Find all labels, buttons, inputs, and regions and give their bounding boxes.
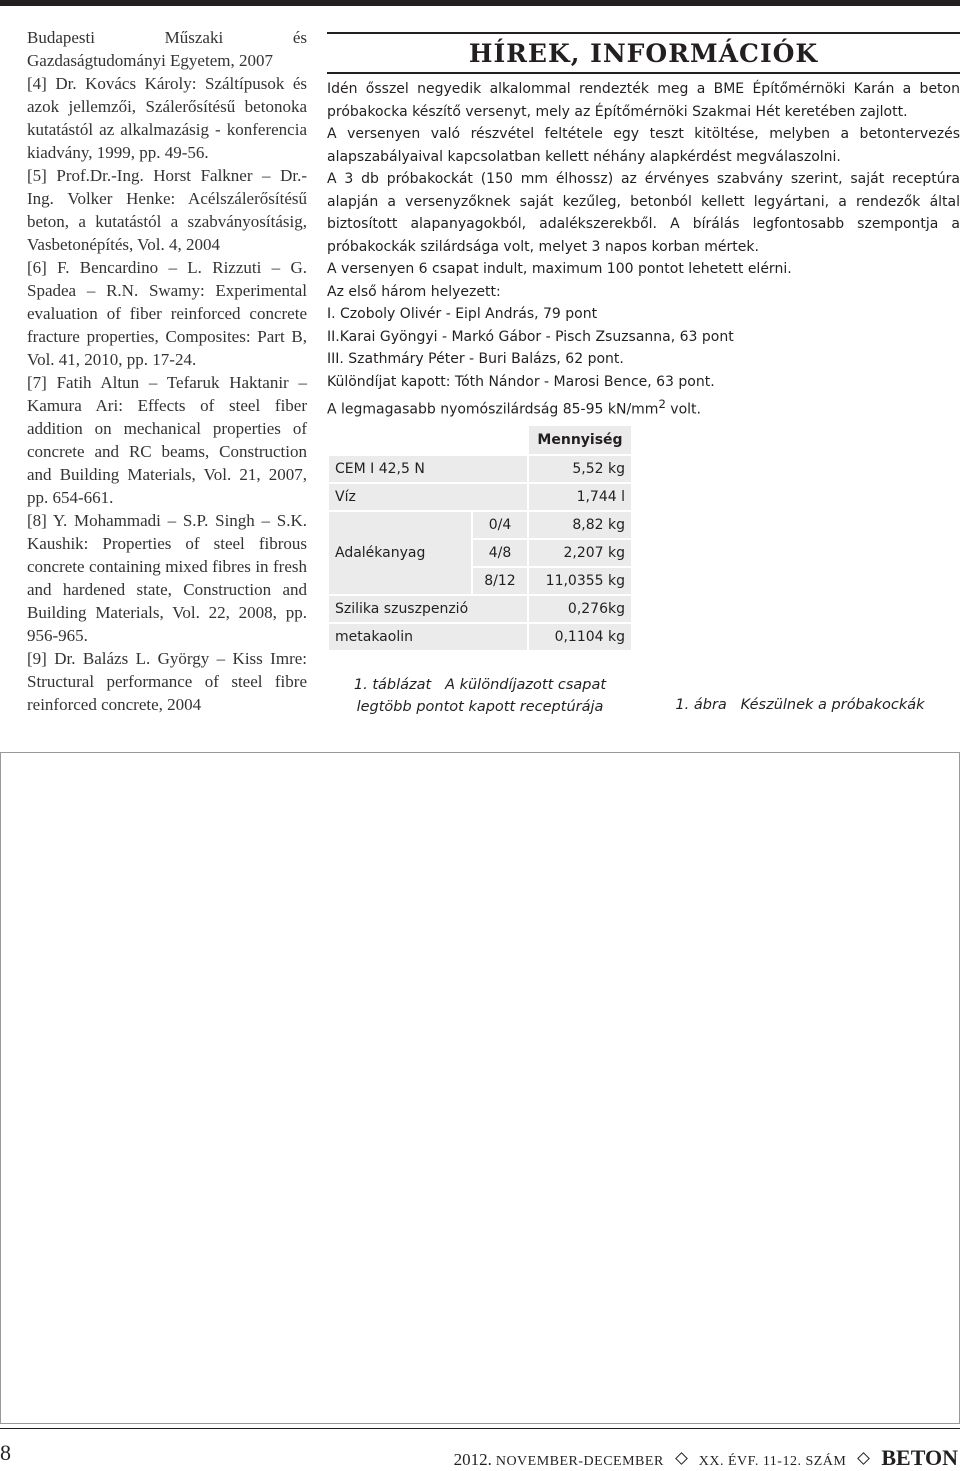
table-cell: 0/4 — [473, 512, 527, 538]
table-cell: 0,276kg — [529, 596, 631, 622]
table-cell: Víz — [329, 484, 527, 510]
reference-item: [8] Y. Mohammadi – S.P. Singh – S.K. Kaushik: Properties of steel fibrous concrete containing mixed fibres in fresh and hardened state, Construction and Building Materials, Vol. 22, 2008, pp. 956-965. — [27, 511, 307, 645]
top-bar — [0, 0, 960, 6]
reference-item: [6] F. Bencardino – L. Rizzuti – G. Spadea – R.N. Swamy: Experimental evaluation of fiber reinforced concrete fracture properties, Composites: Part B, Vol. 41, 2010, pp. 17-24. — [27, 258, 307, 369]
table-row — [329, 512, 631, 538]
article-paragraph: Az első három helyezett: — [327, 283, 501, 300]
article-paragraph: A versenyen való részvétel feltétele egy teszt kitöltése, melyben a betontervezés alapszabályaival kapcsolatban kellett néhány alapkérdést megválaszolni. — [327, 126, 960, 165]
result-third: III. Szathmáry Péter - Buri Balázs, 62 pont. — [327, 351, 624, 367]
max-strength: A legmagasabb nyomószilárdság 85-95 $kN/mm^2$ volt. — [327, 397, 701, 418]
figure-image-placeholder — [0, 752, 960, 1424]
section-title: HÍREK, INFORMÁCIÓK — [468, 39, 819, 68]
diamond-icon — [858, 1452, 871, 1465]
special-prize: Különdíjat kapott: Tóth Nándor - Marosi Bence, 63 pont. — [327, 373, 715, 390]
table-cell: Szilika szuszpenzió — [329, 596, 527, 622]
table-cell: 11,0355 kg — [529, 568, 631, 594]
column-header: Mennyiség — [529, 426, 631, 454]
table-cell: 2,207 kg — [529, 540, 631, 566]
footer-volume: XX. ÉVF. 11-12. SZÁM — [698, 1454, 847, 1469]
running-footer — [454, 1445, 958, 1471]
table-cell: Adalékanyag — [329, 512, 471, 594]
table-cell: 5,52 kg — [529, 456, 631, 482]
reference-item: Budapesti Műszaki és Gazdaságtudományi Egyetem, 2007 — [27, 28, 307, 70]
table-cell: 1,744 l — [529, 484, 631, 510]
article-paragraph: Idén ősszel negyedik alkalommal rendezték meg a BME Építőmérnöki Karán a beton próbakocka készítő versenyt, mely az Építőmérnöki Szakmai Hét keretében zajlott. — [327, 81, 960, 120]
recipe-table — [327, 424, 633, 652]
news-article — [327, 78, 960, 421]
footer-year: 2012. — [453, 1450, 492, 1469]
article-paragraph: A 3 db próbakockát (150 mm élhossz) az érvényes szabvány szerint, saját receptúra alapján a versenyzőknek saját kezűleg, betonból kellett legyártani, a rendezők által biztosított alapanyagokból, adalékszerekből. A bírálás legfontosabb szempontja a próbakockák szilárdsága volt, melyet 3 napos korban mértek. — [327, 171, 960, 255]
table-cell: 0,1104 kg — [529, 624, 631, 650]
table-cell: CEM I 42,5 N — [329, 456, 527, 482]
table-row — [329, 596, 631, 622]
footer-brand: BETON — [881, 1445, 958, 1470]
table-cell: 8,82 kg — [529, 512, 631, 538]
result-first: I. Czoboly Olivér - Eipl András, 79 pont — [327, 306, 598, 322]
table-cell: 4/8 — [473, 540, 527, 566]
footer-issue: NOVEMBER-DECEMBER — [495, 1454, 664, 1469]
reference-list — [27, 26, 307, 716]
footer-rule — [0, 1428, 960, 1429]
reference-item: [9] Dr. Balázs L. György – Kiss Imre: Structural performance of steel fibre reinforced concrete, 2004 — [27, 649, 307, 714]
reference-item: [4] Dr. Kovács Károly: Száltípusok és azok jellemzői, Szálerősítésű betonoka kutatástól az alkalmazásig - konferencia kiadvány, 1999, pp. 49-56. — [27, 74, 307, 162]
reference-item: [7] Fatih Altun – Tefaruk Haktanir – Kamura Ari: Effects of steel fiber addition on mechanical properties of concrete and RC beams, Construction and Building Materials, Vol. 21, 2007, pp. 654-661. — [27, 373, 307, 507]
header-rule — [327, 32, 960, 34]
reference-item: [5] Prof.Dr.-Ing. Horst Falkner – Dr.-Ing. Volker Henke: Acélszálerősítésű beton, a kutatástól a szabványosításig, Vasbetonépítés, Vol. 4, 2004 — [27, 166, 307, 254]
article-paragraph: A versenyen 6 csapat indult, maximum 100 pontot lehetett elérni. — [327, 261, 792, 277]
diamond-icon — [675, 1452, 688, 1465]
figure-caption: 1. ábra Készülnek a próbakockák — [675, 697, 925, 713]
section-header — [327, 32, 960, 74]
table-row — [329, 456, 631, 482]
table-cell: 8/12 — [473, 568, 527, 594]
result-second: II.Karai Gyöngyi - Markó Gábor - Pisch Zsuzsanna, 63 pont — [327, 328, 734, 345]
table-cell: metakaolin — [329, 624, 527, 650]
table-header-row — [329, 426, 631, 454]
page-number: 8 — [0, 1440, 11, 1465]
table-row — [329, 624, 631, 650]
header-rule — [327, 72, 960, 74]
table-row — [329, 484, 631, 510]
table-caption: 1. táblázat A különdíjazott csapat legtöbb pontot kapott receptúrája — [353, 677, 607, 715]
